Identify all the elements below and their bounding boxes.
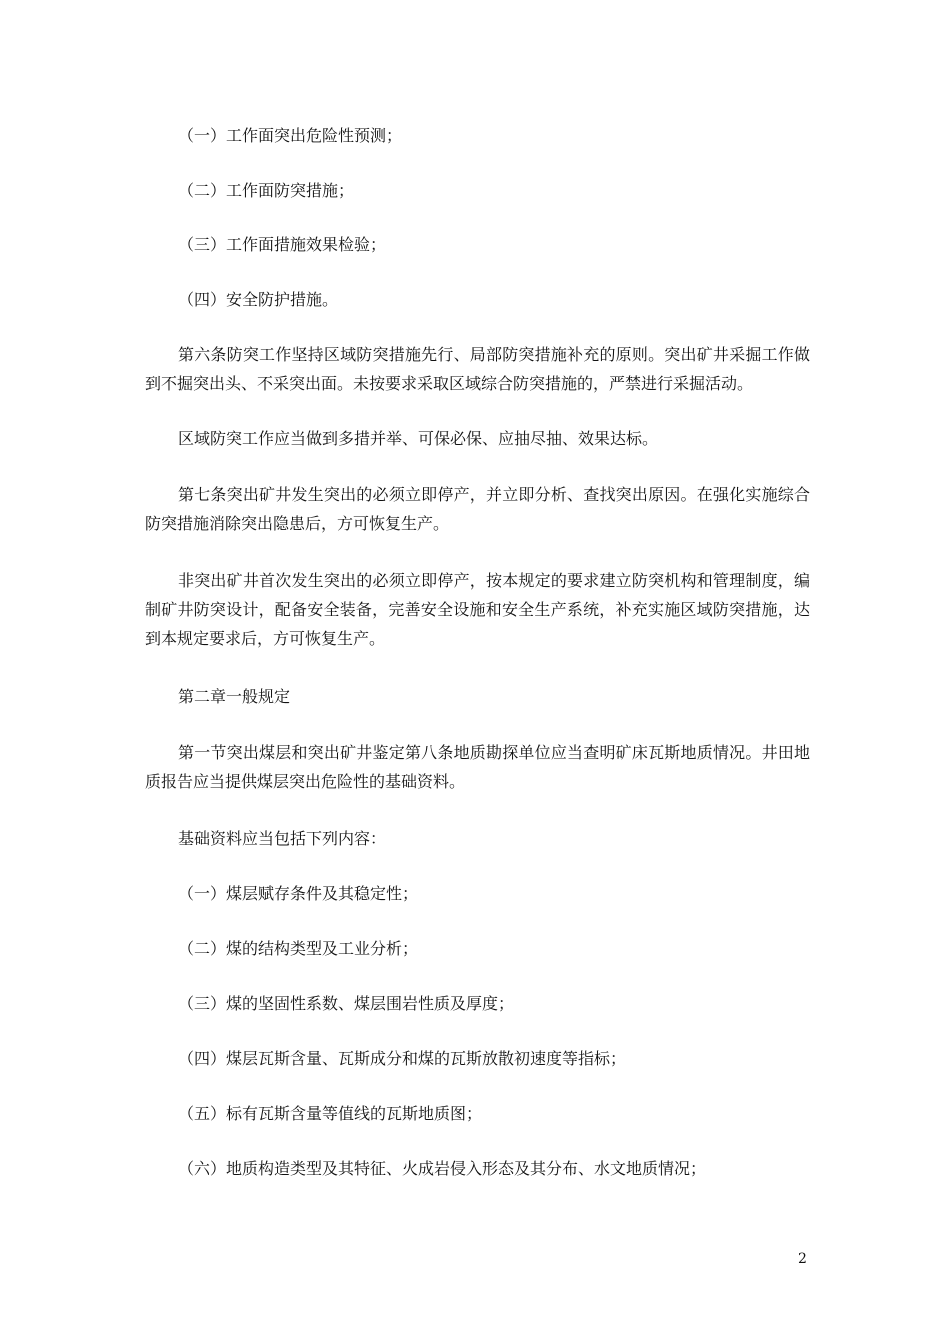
list-item-effect-check: （三）工作面措施效果检验； <box>178 235 387 254</box>
list-item-gas-geology-map: （五）标有瓦斯含量等值线的瓦斯地质图； <box>178 1104 483 1123</box>
list-item-coal-structure: （二）煤的结构类型及工业分析； <box>178 939 419 958</box>
paragraph-regional-work: 区域防突工作应当做到多措并举、可保必保、应抽尽抽、效果达标。 <box>178 429 659 448</box>
page-number: 2 <box>798 1251 807 1267</box>
list-item-measures: （二）工作面防突措施； <box>178 181 355 200</box>
list-item-safety-protection: （四）安全防护措施。 <box>178 290 339 309</box>
list-item-prediction: （一）工作面突出危险性预测； <box>178 126 403 145</box>
list-item-firmness-coefficient: （三）煤的坚固性系数、煤层围岩性质及厚度； <box>178 994 515 1013</box>
chapter-heading: 第二章一般规定 <box>178 687 291 706</box>
list-item-geological-structure: （六）地质构造类型及其特征、火成岩侵入形态及其分布、水文地质情况； <box>178 1159 707 1178</box>
paragraph-non-outburst-mine: 非突出矿井首次发生突出的必须立即停产，按本规定的要求建立防突机构和管理制度，编制矿井防突设计，配备安全装备，完善安全设施和安全生产系统，补充实施区域防突措施，达到本规定要求后，方可恢复生产。 <box>145 571 810 648</box>
list-item-coal-seam-conditions: （一）煤层赋存条件及其稳定性； <box>178 884 419 903</box>
paragraph-article-8: 第一节突出煤层和突出矿井鉴定第八条地质勘探单位应当查明矿床瓦斯地质情况。井田地质报告应当提供煤层突出危险性的基础资料。 <box>145 743 810 791</box>
paragraph-article-7: 第七条突出矿井发生突出的必须立即停产，并立即分析、查找突出原因。在强化实施综合防突措施消除突出隐患后，方可恢复生产。 <box>145 485 810 533</box>
paragraph-article-6: 第六条防突工作坚持区域防突措施先行、局部防突措施补充的原则。突出矿井采掘工作做到不掘突出头、不采突出面。未按要求采取区域综合防突措施的，严禁进行采掘活动。 <box>145 345 810 393</box>
list-item-gas-content: （四）煤层瓦斯含量、瓦斯成分和煤的瓦斯放散初速度等指标； <box>178 1049 627 1068</box>
paragraph-basic-data-intro: 基础资料应当包括下列内容： <box>178 829 387 848</box>
